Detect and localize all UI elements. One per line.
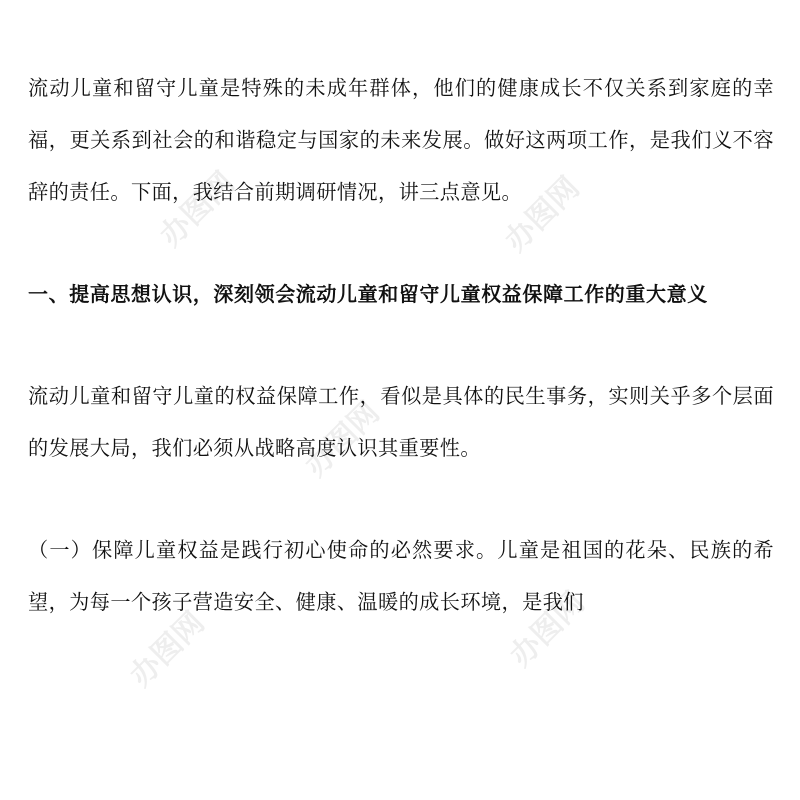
watermark: 办图网 [123,605,212,694]
watermark: 办图网 [153,165,242,254]
document-body [28,62,774,628]
watermark: 办图网 [298,395,387,484]
section-heading: 一、提高思想认识，深刻领会流动儿童和留守儿童权益保障工作的重大意义 [28,282,708,306]
paragraph-spacer [28,474,774,524]
paragraph-spacer [28,218,774,268]
watermark: 办图网 [503,585,592,674]
paragraph-spacer [28,320,774,370]
watermark: 办图网 [498,170,587,259]
body-paragraph: （一）保障儿童权益是践行初心使命的必然要求。儿童是祖国的花朵、民族的希望，为每一个孩子营造安全、健康、温暖的成长环境，是我们 [28,538,774,614]
body-paragraph: 流动儿童和留守儿童的权益保障工作，看似是具体的民生事务，实则关乎多个层面的发展大局，我们必须从战略高度认识其重要性。 [28,384,774,460]
intro-paragraph: 流动儿童和留守儿童是特殊的未成年群体，他们的健康成长不仅关系到家庭的幸福，更关系到社会的和谐稳定与国家的未来发展。做好这两项工作，是我们义不容辞的责任。下面，我结合前期调研情况，讲三点意见。 [28,76,774,204]
